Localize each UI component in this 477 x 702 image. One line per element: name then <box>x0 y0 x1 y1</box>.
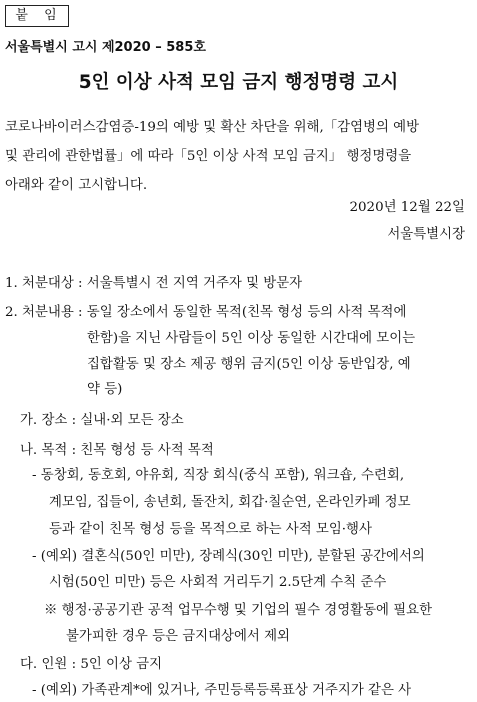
intro-line: 및 관리에 관한법률」에 따라「5인 이상 사적 모임 금지」 행정명령을 <box>5 149 412 164</box>
note-line: 불가피한 경우 등은 금지대상에서 제외 <box>66 629 290 644</box>
section-place: 가. 장소 : 실내·외 모든 장소 <box>20 413 184 428</box>
exception-line: - (예외) 결혼식(50인 미만), 장례식(30인 미만), 분할된 공간에서의 <box>32 549 425 564</box>
notice-number: 서울특별시 고시 제2020 – 585호 <box>5 40 206 55</box>
issuer: 서울특별시장 <box>387 227 465 242</box>
exception-line: 시험(50인 미만) 등은 사회적 거리두기 2.5단계 수칙 준수 <box>49 575 387 590</box>
section-content: 약 등) <box>87 382 123 397</box>
note-line: ※ 행정·공공기관 공적 업무수행 및 기업의 필수 경영활동에 필요한 <box>44 603 433 618</box>
headcount-exception: - (예외) 가족관계*에 있거나, 주민등록등록표상 거주지가 같은 사 <box>32 683 412 698</box>
section-purpose: 나. 목적 : 친목 형성 등 사적 목적 <box>20 443 214 458</box>
purpose-example: - 동창회, 동호회, 야유회, 직장 회식(중식 포함), 워크숍, 수련회, <box>32 468 405 483</box>
page-title: 5인 이상 사적 모임 금지 행정명령 고시 <box>78 72 399 93</box>
purpose-example: 등과 같이 친목 형성 등을 목적으로 하는 사적 모임·행사 <box>49 522 372 537</box>
intro-line: 아래와 같이 고시합니다. <box>5 178 148 193</box>
section-content: 한함)을 지닌 사람들이 5인 이상 동일한 시간대에 모이는 <box>87 331 416 346</box>
purpose-example: 계모임, 집들이, 송년회, 돌잔치, 회갑·칠순연, 온라인카페 정모 <box>49 495 411 510</box>
intro-line: 코로나바이러스감염증-19의 예방 및 확산 차단을 위해,「감염병의 예방 <box>5 120 420 135</box>
section-headcount: 다. 인원 : 5인 이상 금지 <box>20 657 163 672</box>
attachment-label: 붙 임 <box>5 5 69 27</box>
section-content: 2. 처분내용 : 동일 장소에서 동일한 목적(친목 형성 등의 사적 목적에 <box>5 305 407 320</box>
section-content: 집합활동 및 장소 제공 행위 금지(5인 이상 동반입장, 예 <box>87 357 411 372</box>
section-target: 1. 처분대상 : 서울특별시 전 지역 거주자 및 방문자 <box>5 276 303 291</box>
notice-date: 2020년 12월 22일 <box>349 200 465 215</box>
